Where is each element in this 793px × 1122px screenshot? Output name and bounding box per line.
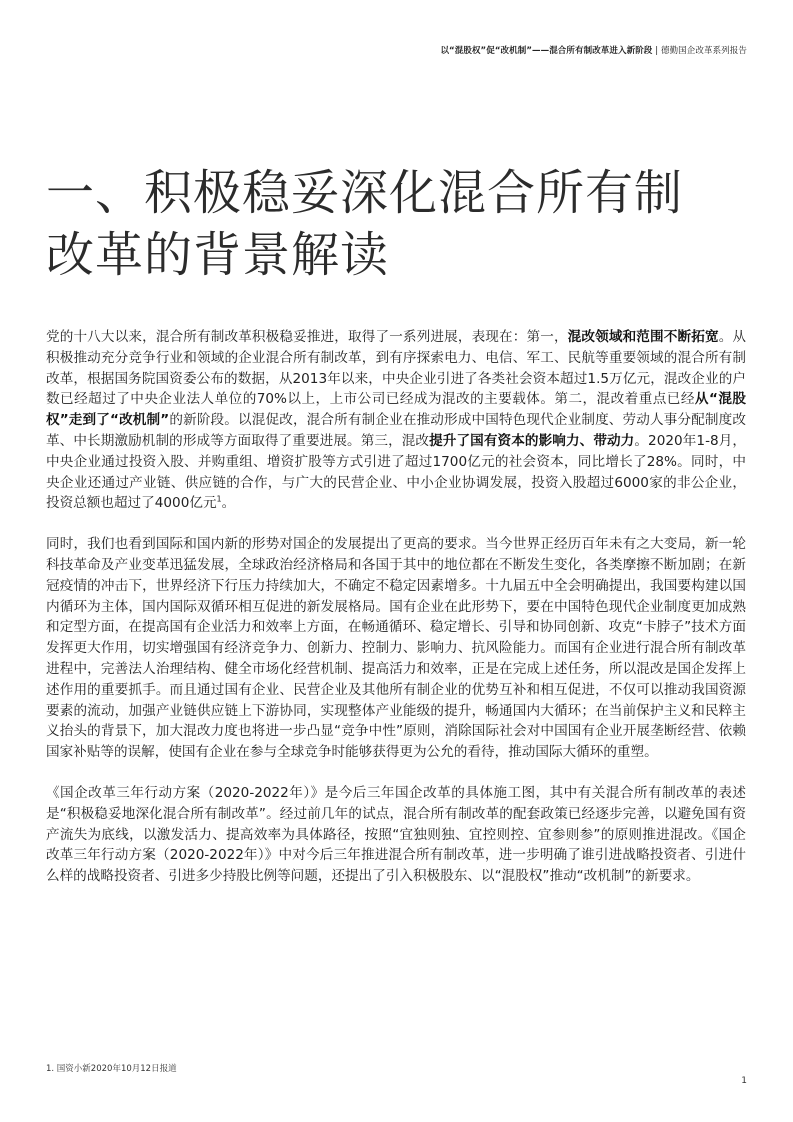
footnote-ref[interactable]: 1 — [216, 494, 222, 504]
body-text — [46, 327, 746, 907]
header-report-title: 以“混股权”促“改机制”——混合所有制改革进入新阶段 — [440, 46, 653, 56]
paragraph-1 — [46, 327, 746, 514]
footnote: 1. 国资小新2020年10月12日报道 — [46, 1064, 177, 1074]
section-title — [46, 162, 746, 286]
p1-text-2: 。从积极推动充分竞争行业和领域的企业混合所有制改革，到有序探索电力、电信、军工、民航等重要领域的混合所有制改革，根据国务院国资委公布的数据，从2013年以来，中央企业引进了各类社会资本超过1.5万亿元，混改企业的户数已经超过了中央企业法人单位的70%以上，上市公司已经成为混改的主要载体。第二，混改着重点已经 — [46, 329, 747, 408]
p1-text-3: 的新阶段。以混促改，混合所有制企业在推动形成中国特色现代企业制度、劳动人事分配制度改革、中长期激励机制的形成等方面取得了重要进展。第三，混改 — [46, 412, 746, 449]
page-number: 1 — [741, 1076, 747, 1086]
p1-bold-2: 从“混股权”走到了“改机制” — [46, 391, 746, 429]
p1-bold-3: 提升了国有资本的影响力、带动力 — [429, 432, 635, 449]
section-title-line-2: 改革的背景解读 — [46, 227, 390, 283]
paragraph-2: 同时，我们也看到国际和国内新的形势对国企的发展提出了更高的要求。当今世界正经历百年未有之大变局，新一轮科技革命及产业变革迅猛发展，全球政治经济格局和各国于其中的地位都在不断发生变化，各类摩擦不断加剧；在新冠疫情的冲击下，世界经济下行压力持续加大，不确定不稳定因素增多。十九届五中全会明确提出，我国要构建以国内循环为主体，国内国际双循环相互促进的新发展格局。国有企业在此形势下，要在中国特色现代企业制度更加成熟和定型方面，在提高国有企业活力和效率上方面，在畅通循环、稳定增长、引导和协同创新、攻克“卡脖子”技术方面发挥更大作用，切实增强国有经济竞争力、创新力、控制力、影响力、抗风险能力。而国有企业进行混合所有制改革进程中，完善法人治理结构、健全市场化经营机制、提高活力和效率，正是在完成上述任务，所以混改是国企发挥上述作用的重要抓手。而且通过国有企业、民营企业及其他所有制企业的优势互补和相互促进，不仅可以推动我国资源要素的流动，加强产业链供应链上下游协同，实现整体产业能级的提升，畅通国内大循环；在当前保护主义和民粹主义抬头的背景下，加大混改力度也将进一步凸显“竞争中性”原则，消除国际社会对中国国有企业开展垄断经营、依赖国家补贴等的误解，使国有企业在参与全球竞争时能够获得更为公允的看待，推动国际大循环的重塑。 — [46, 536, 746, 761]
p1-text-4: 。2020年1-8月，中央企业通过投资入股、并购重组、增资扩股等方式引进了超过1700亿元的社会资本，同比增长了28%。同时，中央企业还通过产业链、供应链的合作，与广大的民营企业、中小企业协调发展，投资入股超过6000家的非公企业，投资总额也超过了4000亿元 — [46, 432, 746, 512]
p1-bold-1: 混改领域和范围不断拓宽 — [567, 329, 719, 345]
p1-text-end: 。 — [221, 495, 236, 512]
header-separator: | — [652, 46, 661, 56]
section-title-line-1: 一、积极稳妥深化混合所有制 — [46, 165, 684, 221]
running-header — [440, 44, 747, 56]
paragraph-3: 《国企改革三年行动方案（2020-2022年）》是今后三年国企改革的具体施工图，其中有关混合所有制改革的表述是“积极稳妥地深化混合所有制改革”。经过前几年的试点，混合所有制改革的配套政策已经逐步完善，以避免国有资产流失为底线，以激发活力、提高效率为具体路径，按照“宜独则独、宜控则控、宜参则参”的原则推进混改。《国企改革三年行动方案（2020-2022年）》中对今后三年推进混合所有制改革，进一步明确了谁引进战略投资者、引进什么样的战略投资者、引进多少持股比例等问题，还提出了引入积极股东、以“混股权”推动“改机制”的新要求。 — [46, 784, 746, 885]
header-series-name: 德勤国企改革系列报告 — [660, 46, 747, 56]
p1-text-1: 党的十八大以来，混合所有制改革积极稳妥推进，取得了一系列进展，表现在：第一， — [46, 329, 568, 345]
